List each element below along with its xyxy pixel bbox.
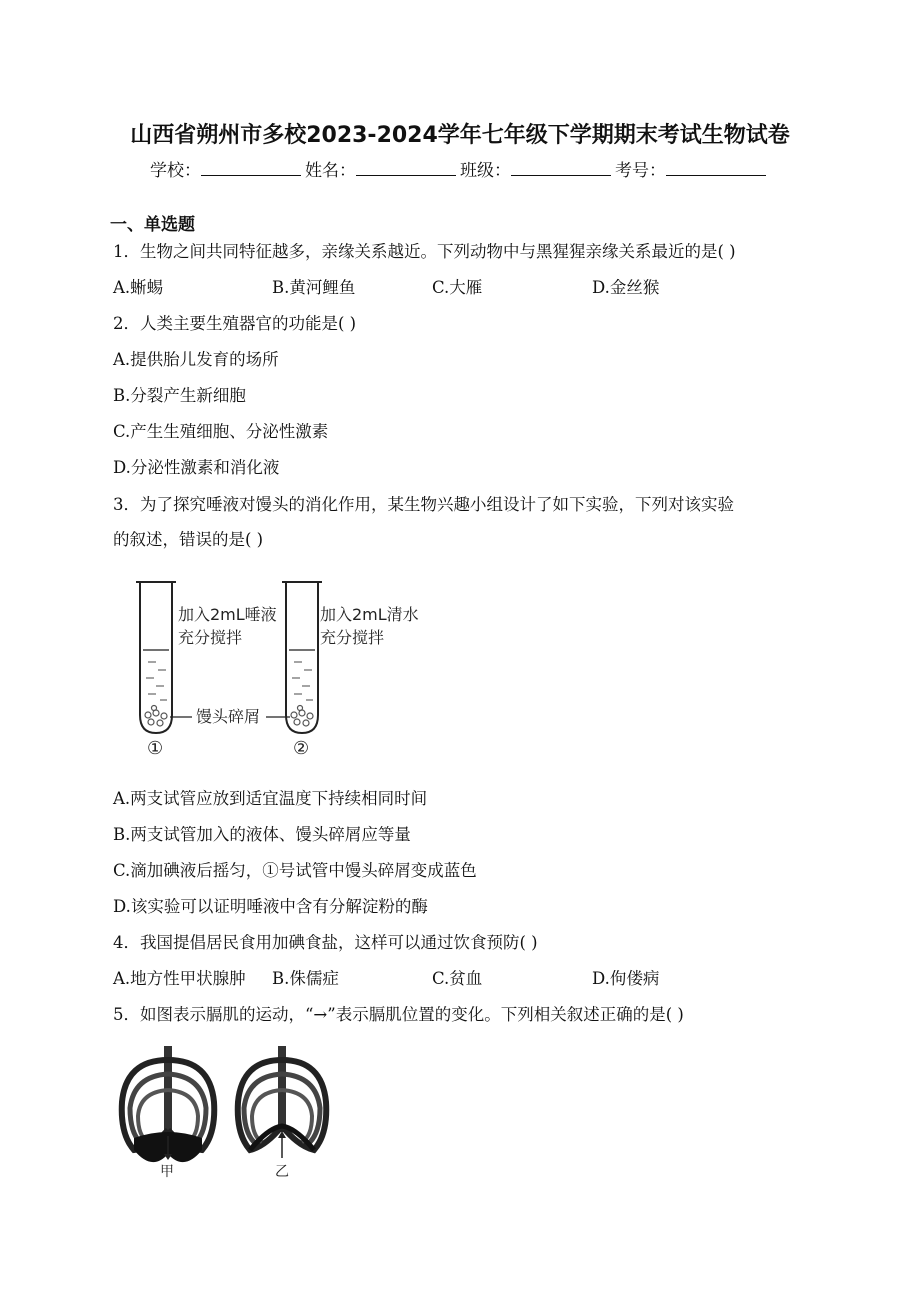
- question-1-stem: 1．生物之间共同特征越多，亲缘关系越近。下列动物中与黑猩猩亲缘关系最近的是( ): [113, 242, 736, 261]
- test-tube-figure: [120, 570, 440, 770]
- figure-label-yi: 乙: [275, 1164, 289, 1180]
- name-label: 姓名：: [305, 161, 356, 181]
- question-4-stem: 4．我国提倡居民食用加碘食盐，这样可以通过饮食预防( ): [113, 933, 538, 952]
- question-2-stem: 2．人类主要生殖器官的功能是( ): [113, 314, 357, 333]
- exam-number-label: 考号：: [615, 161, 666, 181]
- class-label: 班级：: [460, 161, 511, 181]
- tube-2-label-line2: 充分搅拌: [320, 628, 385, 647]
- test-tube-2: [282, 582, 322, 733]
- question-4-option-a: A.地方性甲状腺肿: [113, 969, 246, 988]
- question-1-option-c: C.大雁: [432, 278, 483, 297]
- ribcage-left: [122, 1046, 215, 1162]
- question-1-option-a: A.蜥蜴: [113, 278, 164, 297]
- question-4-option-c: C.贫血: [432, 969, 483, 988]
- school-blank: [201, 161, 301, 176]
- class-blank: [511, 161, 611, 176]
- question-1-option-b: B.黄河鲤鱼: [272, 278, 356, 297]
- tube-1-number: ①: [147, 738, 164, 759]
- name-blank: [356, 161, 456, 176]
- question-2-option-a: A.提供胎儿发育的场所: [113, 350, 279, 369]
- question-3-option-d: D.该实验可以证明唾液中含有分解淀粉的酶: [113, 897, 428, 916]
- tube-2-number: ②: [293, 738, 310, 759]
- exam-number-blank: [666, 161, 766, 176]
- ribcage-right: [238, 1046, 327, 1158]
- question-2-option-b: B.分裂产生新细胞: [113, 386, 246, 405]
- figure-label-jia: 甲: [160, 1164, 174, 1180]
- question-4-option-d: D.佝偻病: [592, 969, 660, 988]
- diaphragm-figure: [112, 1042, 332, 1182]
- tube-2-label-line1: 加入2mL清水: [320, 605, 419, 624]
- question-2-option-c: C.产生生殖细胞、分泌性激素: [113, 422, 329, 441]
- question-3-option-c: C.滴加碘液后摇匀，①号试管中馒头碎屑变成蓝色: [113, 861, 477, 880]
- question-5-stem: 5．如图表示膈肌的运动，“→”表示膈肌位置的变化。下列相关叙述正确的是( ): [113, 1005, 684, 1024]
- question-4-option-b: B.侏儒症: [272, 969, 339, 988]
- question-1-option-d: D.金丝猴: [592, 278, 660, 297]
- page-title: 山西省朔州市多校2023-2024学年七年级下学期期末考试生物试卷: [130, 123, 790, 148]
- section-heading: 一、单选题: [110, 215, 195, 235]
- test-tube-1: [136, 582, 176, 733]
- question-3-option-a: A.两支试管应放到适宜温度下持续相同时间: [113, 789, 428, 808]
- tube-1-label-line2: 充分搅拌: [178, 628, 243, 647]
- question-3-stem-line2: 的叙述，错误的是( ): [113, 530, 264, 549]
- tube-1-label-line1: 加入2mL唾液: [178, 605, 277, 624]
- student-info-line: [0, 156, 920, 181]
- question-3-stem-line1: 3．为了探究唾液对馒头的消化作用，某生物兴趣小组设计了如下实验，下列对该实验: [113, 495, 734, 514]
- question-2-option-d: D.分泌性激素和消化液: [113, 458, 280, 477]
- school-label: 学校：: [150, 161, 201, 181]
- question-3-option-b: B.两支试管加入的液体、馒头碎屑应等量: [113, 825, 411, 844]
- bread-crumbs-label: 馒头碎屑: [196, 707, 261, 726]
